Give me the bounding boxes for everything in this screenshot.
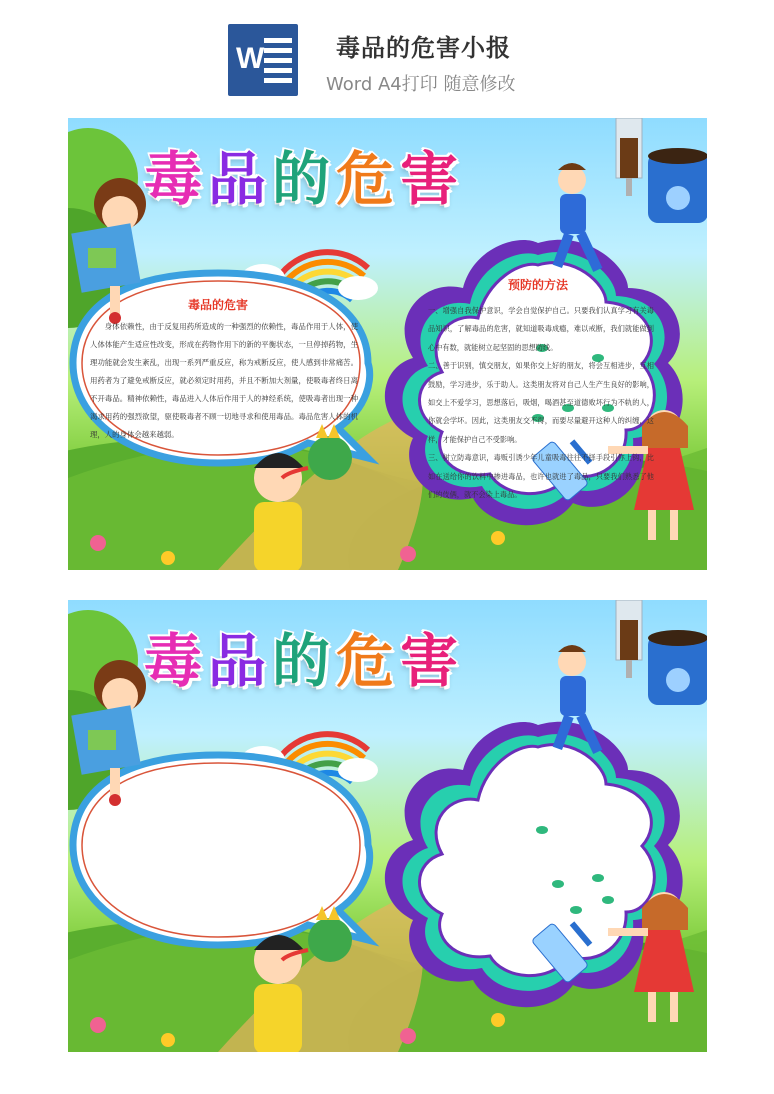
right-section-body: [428, 302, 654, 504]
left-section-heading: 毒品的危害: [188, 298, 249, 312]
right-paragraph: 二、善于识别，慎交朋友，如果你交上好的朋友，将会互相进步，互相鼓励，学习进步，乐于助人。这类朋友将对自己人生产生良好的影响，如交上不爱学习，思想落后，吸烟，喝酒甚至道德败坏行为不轨的人，你就会学坏。因此，这类朋友交不得，而要尽量避开这种人的纠缠，这样，才能保护自己不受影响。: [428, 361, 654, 444]
right-section-heading: 预防的方法: [508, 278, 569, 292]
poster-title: [144, 132, 464, 212]
document-subtitle: Word A4打印 随意修改: [326, 74, 516, 95]
syringe-icon: [616, 600, 642, 678]
left-section-body: 身体依赖性，由于反复用药所造成的一种强烈的依赖性，毒品作用于人体，使人体体能产生适应性改变，形成在药物作用下的新的平衡状态，一旦停掉药物，生理功能就会发生紊乱，出现一系列严重反应，称为戒断反应，使人感到非常痛苦。用药者为了避免戒断反应，就必须定时用药，并且不断加大剂量，使吸毒者终日离不开毒品。精神依赖性，毒品进入人体后作用于人的神经系统，使吸毒者出现一种渴求用药的强烈欲望，驱使吸毒者不顾一切地寻求和使用毒品。毒品危害人体的机理，人的身体会越来越弱。: [90, 322, 358, 439]
poster-blank: [68, 600, 707, 1052]
title-char: 毒: [144, 627, 203, 695]
title-char: 害: [400, 627, 459, 695]
word-letter: W: [236, 42, 265, 75]
title-char: 的: [272, 145, 331, 213]
right-paragraph: 一、增强自我保护意识，学会自觉保护自己。只要我们认真学习有关毒品知识，了解毒品的危害，就知道吸毒成瘾，难以戒断，我们就能做到心中有数，就能树立起坚固的思想防线。: [428, 306, 654, 352]
title-char: 品: [208, 145, 267, 213]
poison-jar-icon: [648, 630, 707, 705]
title-char: 危: [336, 145, 395, 213]
syringe-icon: [616, 118, 642, 196]
poison-jar-icon: [648, 148, 707, 223]
title-char: 害: [400, 145, 459, 213]
title-char: 的: [272, 627, 331, 695]
poster-filled: [68, 118, 707, 570]
word-lines-graphic: [264, 38, 292, 88]
right-paragraph: 三、树立防毒意识，毒贩引诱少年儿童吸毒往往不择手段引你上钩，比如在送给你的饮料中掺进毒品，也许也就进了毒品，只要我们熟悉了他们的伎俩，就不会染上毒品。: [428, 453, 654, 500]
title-char: 毒: [144, 145, 203, 213]
title-char: 品: [208, 627, 267, 695]
word-doc-icon: [228, 24, 298, 96]
document-header: [0, 0, 774, 110]
title-char: 危: [336, 627, 395, 695]
document-title: 毒品的危害小报: [336, 34, 511, 62]
poster-title: [144, 614, 464, 694]
